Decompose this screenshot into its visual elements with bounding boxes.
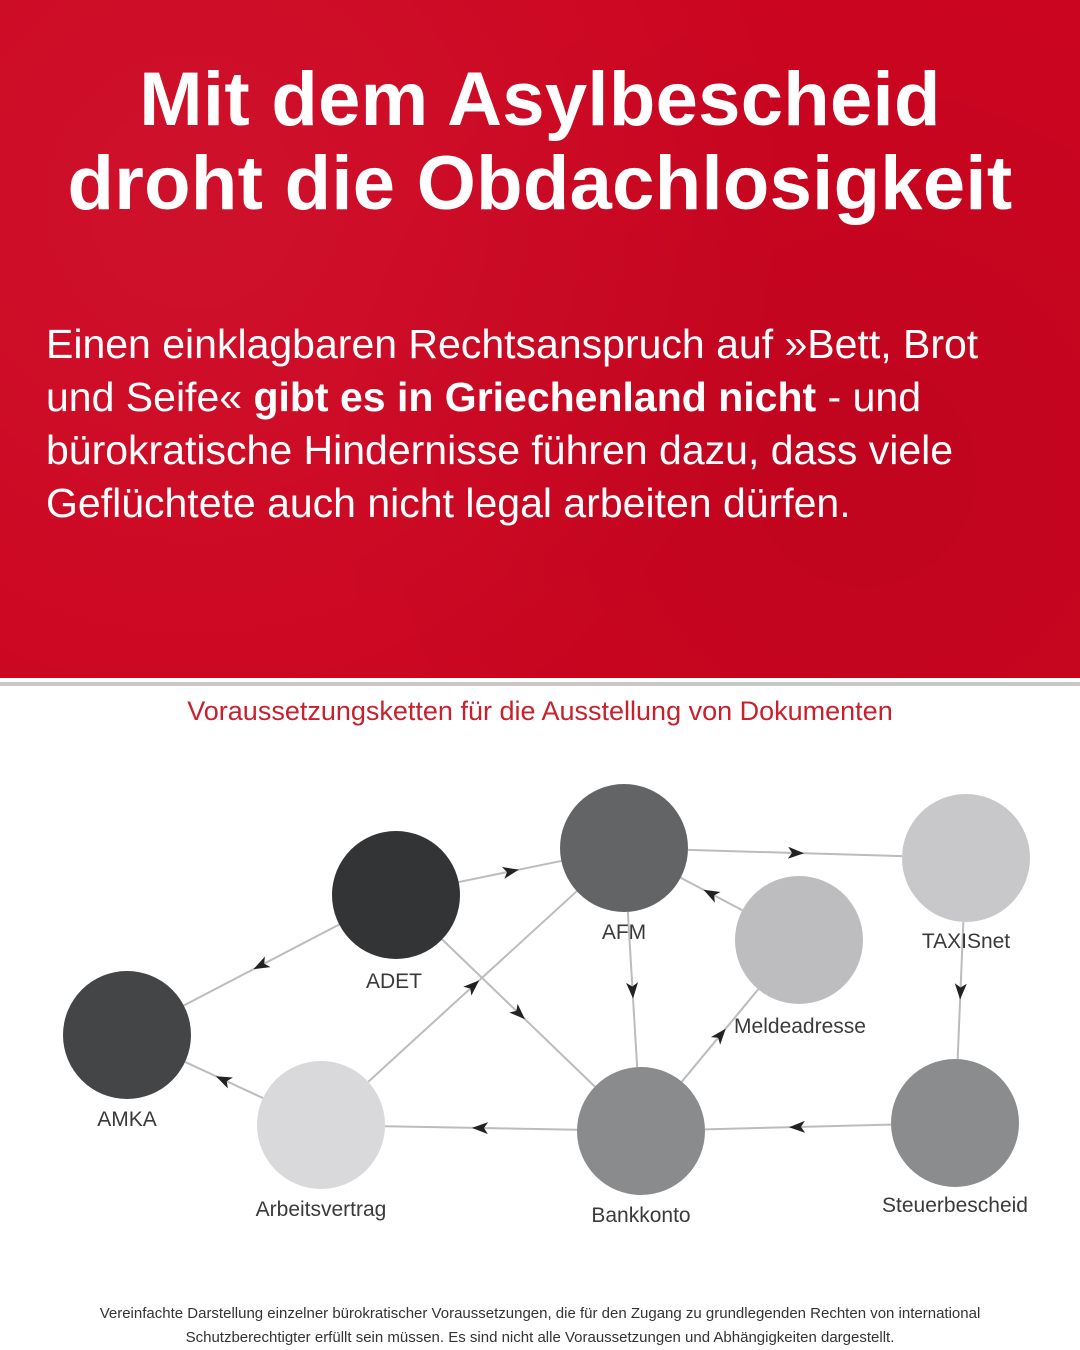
node-taxisnet	[902, 794, 1030, 953]
node-label-steuerbescheid: Steuerbescheid	[882, 1194, 1028, 1217]
node-label-amka: AMKA	[97, 1108, 157, 1131]
node-label-adet: ADET	[365, 970, 423, 993]
node-label-afm: AFM	[601, 921, 647, 944]
node-circle-steuerbescheid	[891, 1059, 1019, 1187]
node-meldeadresse	[734, 876, 866, 1038]
intro-text-end: - und bürokratische Hindernisse führen dazu, dass viele Geflüchtete auch nicht legal arbeiten dürfen.	[46, 374, 954, 526]
node-arbeitsvertrag	[256, 1061, 387, 1221]
node-circle-amka	[63, 971, 191, 1099]
node-circle-arbeitsvertrag	[257, 1061, 385, 1189]
node-steuerbescheid	[882, 1059, 1028, 1217]
intro-text-bold: gibt es in Griechenland nicht	[253, 374, 817, 420]
node-circle-adet	[332, 831, 460, 959]
headline-line-1: Mit dem Asylbescheid	[139, 57, 941, 142]
arrowhead-adet-to-afm	[502, 864, 520, 879]
caption-line-2: Schutzberechtigter erfüllt sein müssen. Es sind nicht alle Voraussetzungen und Abhängigkeiten dargestellt.	[185, 1329, 895, 1346]
node-circle-taxisnet	[902, 794, 1030, 922]
node-circle-afm	[560, 784, 688, 912]
node-adet	[332, 831, 460, 993]
page-title	[0, 58, 1080, 226]
node-label-arbeitsvertrag: Arbeitsvertrag	[255, 1198, 387, 1221]
node-afm	[560, 784, 688, 944]
node-circle-meldeadresse	[735, 876, 863, 1004]
intro-paragraph	[46, 318, 1046, 530]
headline-line-2: droht die Obdachlosigkeit	[67, 141, 1013, 226]
arrowhead-meldeadresse-to-afm	[701, 885, 721, 903]
intro-text-start: Einen einklagbaren Rechtsanspruch auf »Bett, Brot und Seife«	[46, 321, 979, 420]
arrowhead-arbeitsvertrag-to-amka	[213, 1071, 233, 1089]
diagram-caption	[0, 1302, 1080, 1350]
prerequisite-network-diagram	[0, 740, 1080, 1290]
node-amka	[63, 971, 191, 1131]
divider-line	[0, 682, 1080, 686]
node-bankkonto	[577, 1067, 705, 1227]
node-label-taxisnet: TAXISnet	[921, 930, 1011, 953]
node-label-bankkonto: Bankkonto	[591, 1204, 691, 1227]
arrowhead-adet-to-amka	[251, 956, 271, 974]
node-label-meldeadresse: Meldeadresse	[734, 1015, 866, 1038]
caption-line-1: Vereinfachte Darstellung einzelner bürokratischer Voraussetzungen, die für den Zugang zu grundlegenden Rechten von international	[99, 1305, 981, 1322]
node-circle-bankkonto	[577, 1067, 705, 1195]
nodes-layer	[63, 784, 1030, 1227]
diagram-title: Voraussetzungsketten für die Ausstellung von Dokumenten	[187, 696, 893, 726]
